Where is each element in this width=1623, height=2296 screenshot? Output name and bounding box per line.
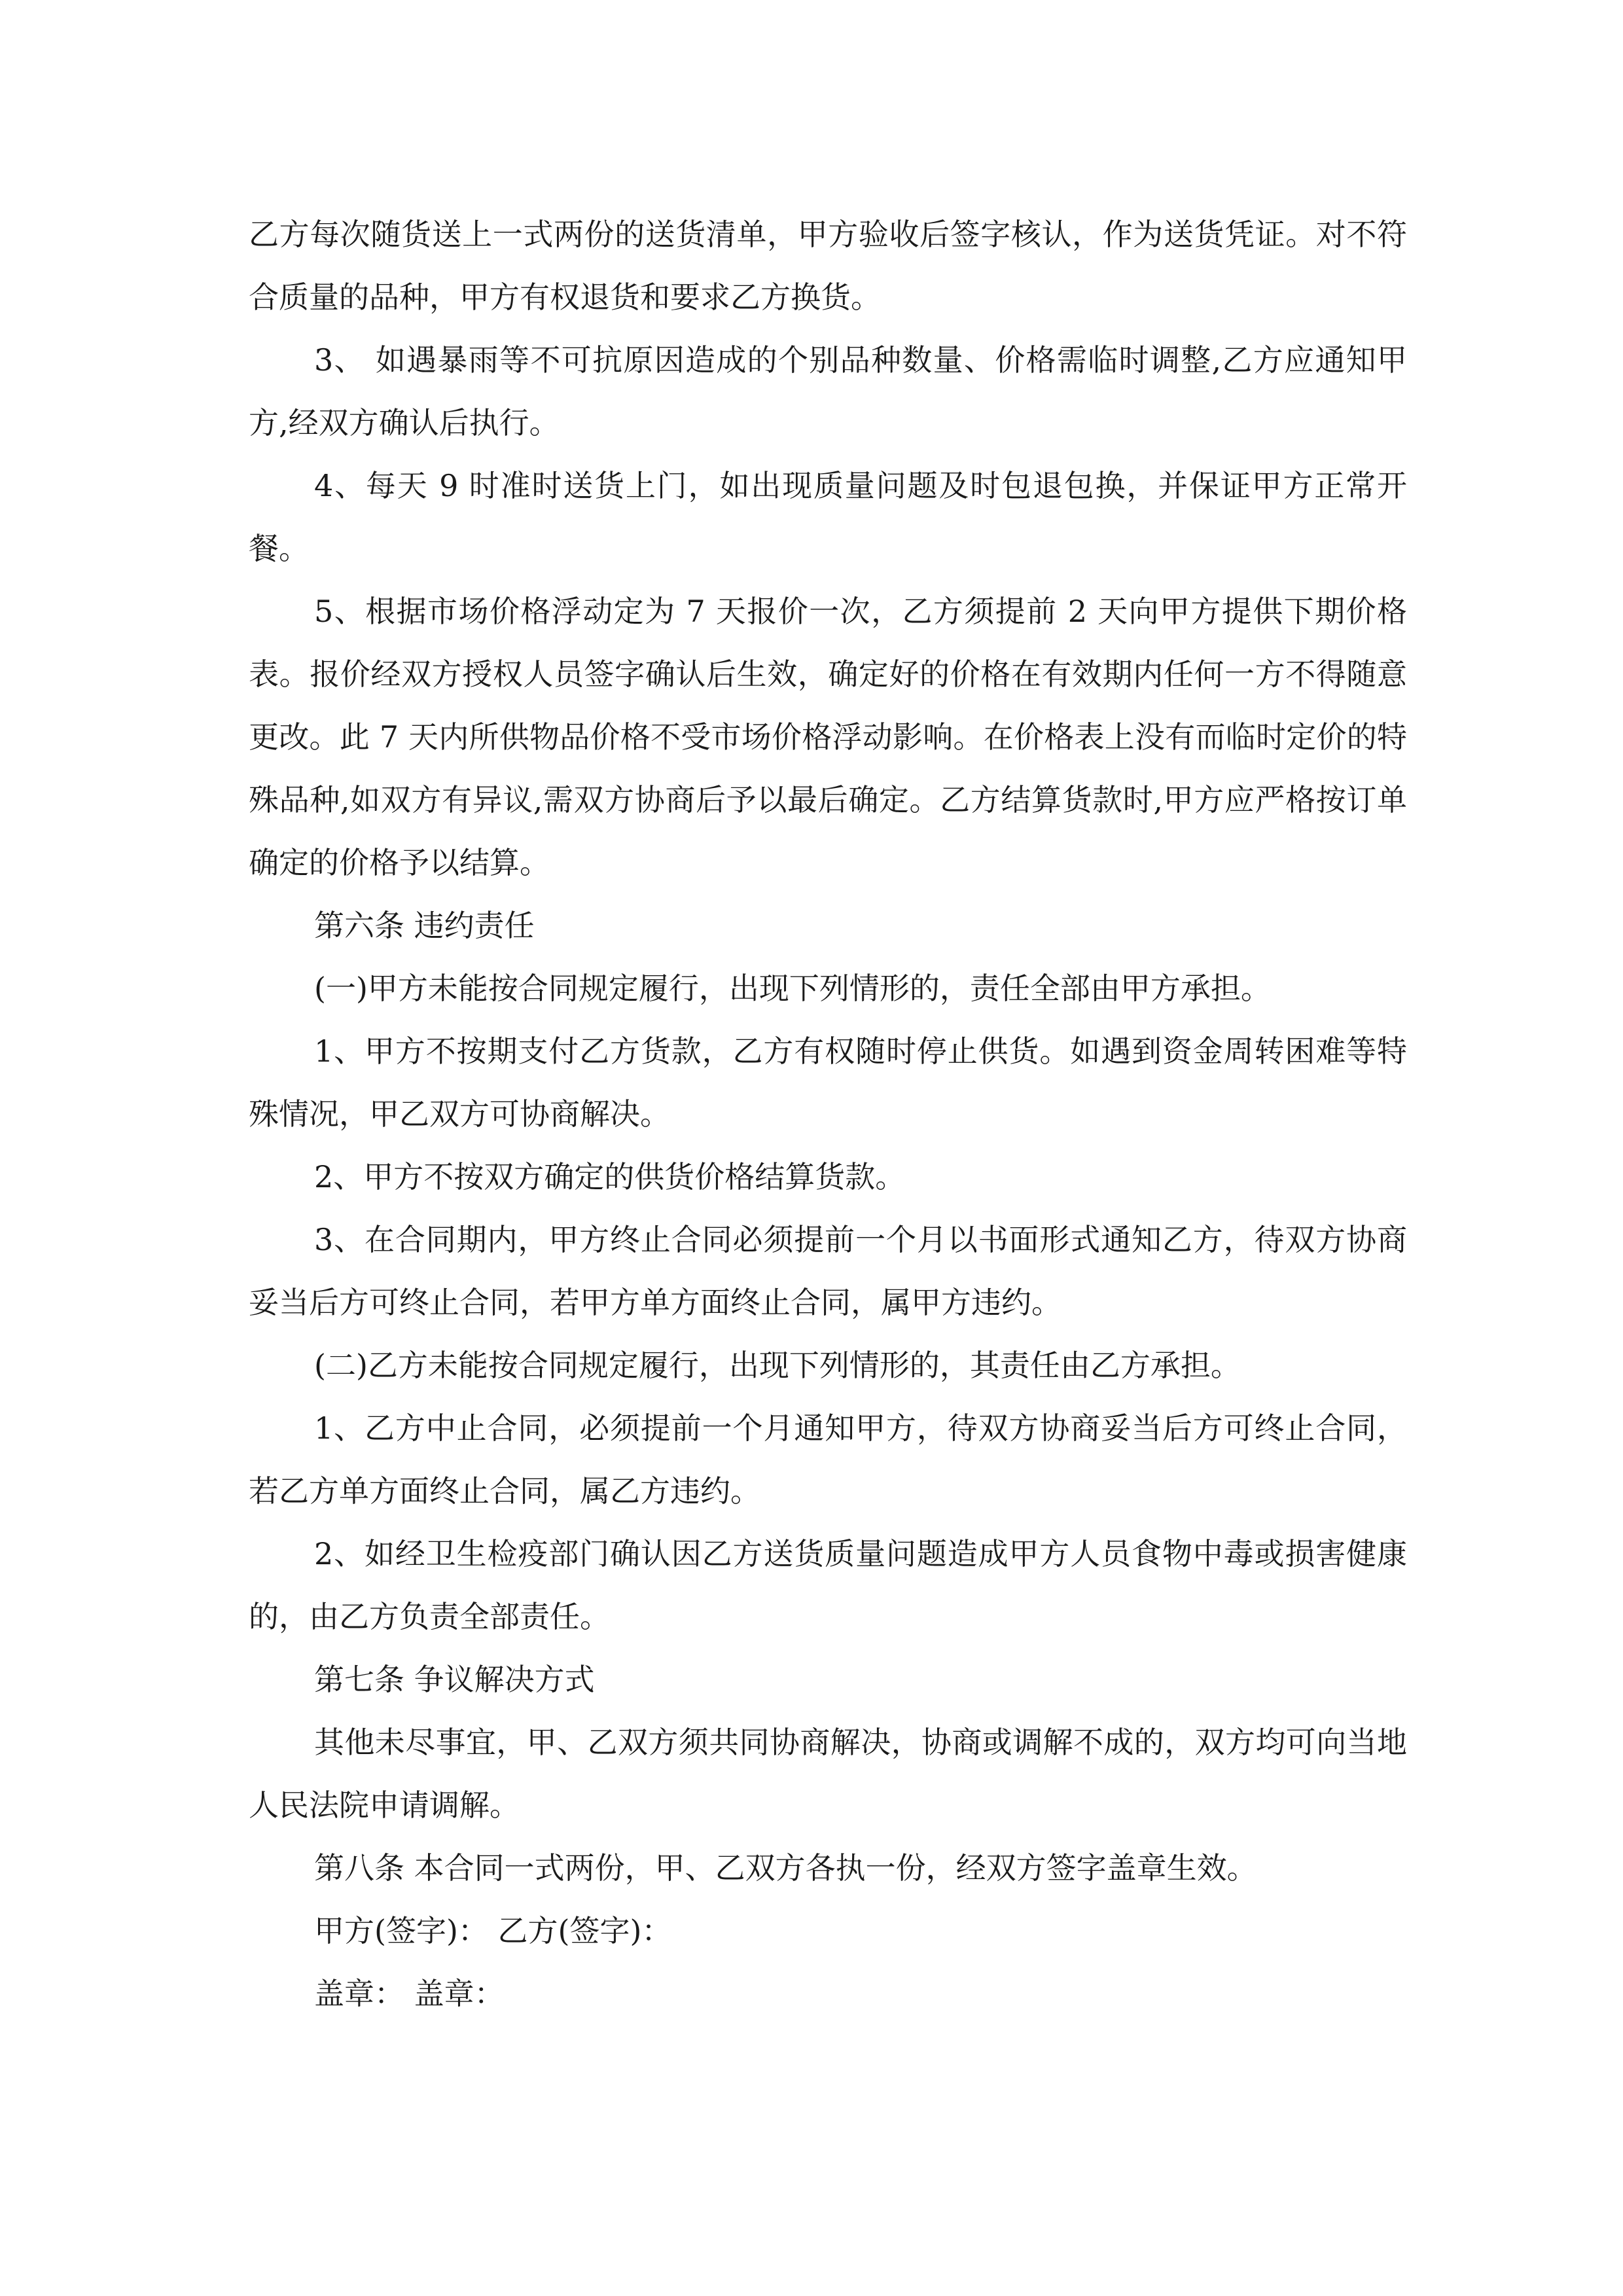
- paragraph-clause-3: 3、 如遇暴雨等不可抗原因造成的个别品种数量、价格需临时调整,乙方应通知甲方,经双方确认后执行。: [249, 342, 1407, 440]
- section-heading-article-8: 第八条 本合同一式两份，甲、乙双方各执一份，经双方签字盖章生效。: [314, 1850, 1257, 1886]
- paragraph-party-b-item-2: 2、如经卫生检疫部门确认因乙方送货质量问题造成甲方人员食物中毒或损害健康的，由乙方负责全部责任。: [249, 1536, 1407, 1634]
- paragraph-party-a-liability: (一)甲方未能按合同规定履行，出现下列情形的，责任全部由甲方承担。: [314, 971, 1271, 1006]
- signature-line: 甲方(签字)： 乙方(签字)：: [314, 1913, 672, 1948]
- paragraph-party-a-item-2: 2、甲方不按双方确定的供货价格结算货款。: [314, 1159, 906, 1194]
- paragraph-party-a-item-3: 3、在合同期内，甲方终止合同必须提前一个月以书面形式通知乙方，待双方协商妥当后方可终止合同，若甲方单方面终止合同，属甲方违约。: [249, 1222, 1407, 1320]
- paragraph-party-a-item-1: 1、甲方不按期支付乙方货款，乙方有权随时停止供货。如遇到资金周转困难等特殊情况，甲乙双方可协商解决。: [249, 1033, 1407, 1132]
- paragraph-party-b-item-1: 1、乙方中止合同，必须提前一个月通知甲方，待双方协商妥当后方可终止合同，若乙方单方面终止合同，属乙方违约。: [249, 1410, 1407, 1509]
- section-heading-article-7: 第七条 争议解决方式: [314, 1662, 595, 1697]
- paragraph-dispute-resolution: 其他未尽事宜，甲、乙双方须共同协商解决，协商或调解不成的，双方均可向当地人民法院申请调解。: [249, 1725, 1407, 1823]
- paragraph-clause-4: 4、每天 9 时准时送货上门，如出现质量问题及时包退包换，并保证甲方正常开餐。: [249, 468, 1407, 566]
- section-heading-article-6: 第六条 违约责任: [314, 908, 535, 943]
- seal-line: 盖章： 盖章：: [314, 1976, 505, 2011]
- contract-body: [249, 203, 1407, 2025]
- paragraph-delivery-list: 乙方每次随货送上一式两份的送货清单，甲方验收后签字核认，作为送货凭证。对不符合质量的品种，甲方有权退货和要求乙方换货。: [249, 217, 1407, 315]
- paragraph-clause-5: 5、根据市场价格浮动定为 7 天报价一次，乙方须提前 2 天向甲方提供下期价格表。报价经双方授权人员签字确认后生效，确定好的价格在有效期内任何一方不得随意更改。此 7 天内所供物品价格不受市场价格浮动影响。在价格表上没有而临时定价的特殊品种,如双方有异议,需双方协商后予以最后确定。乙方结算货款时,甲方应严格按订单确定的价格予以结算。: [249, 594, 1407, 880]
- paragraph-party-b-liability: (二)乙方未能按合同规定履行，出现下列情形的，其责任由乙方承担。: [314, 1348, 1241, 1383]
